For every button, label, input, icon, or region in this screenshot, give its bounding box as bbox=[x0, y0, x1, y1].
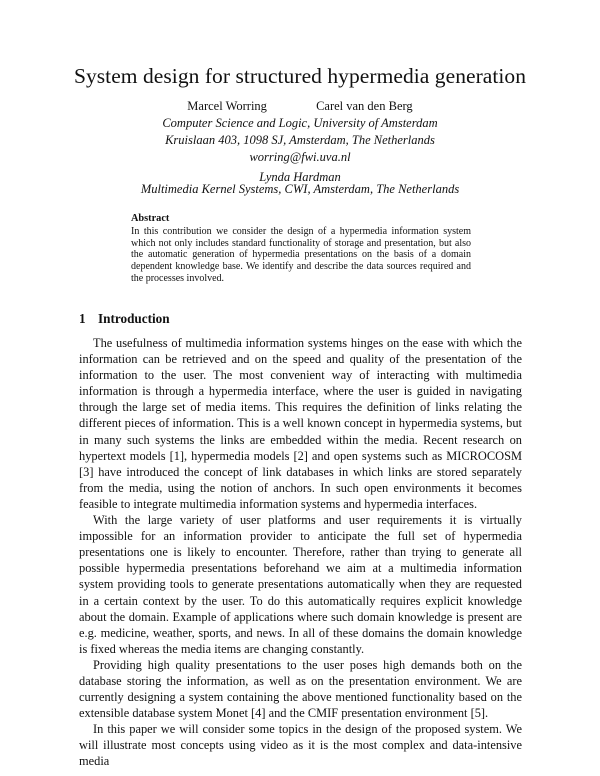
abstract-block bbox=[131, 213, 471, 285]
second-author-name: Lynda Hardman bbox=[259, 170, 341, 184]
section-heading bbox=[79, 311, 170, 327]
abstract-text: In this contribution we consider the design of a hypermedia information system which not only includes standard functionality of storage and presentation, but also the automatic generation of hypermedia presentations on the basis of a domain dependent knowledge base. We identify and describe the data sources required and the processes involved. bbox=[131, 225, 471, 284]
affiliation-address: Kruislaan 403, 1098 SJ, Amsterdam, The Netherlands bbox=[165, 133, 435, 147]
paragraph: With the large variety of user platforms and user requirements it is virtually impossible for an information provider to anticipate the full set of hypermedia presentations one is likely to encounter. Therefore, rather than trying to generate all possible hypermedia presentations beforehand we aim at a multimedia information system providing tools to generate presentations automatically when they are requested in a certain context by the user. To do this automatically requires explicit knowledge about the domain. Example of applications where such domain knowledge is present are e.g. medicine, weather, sports, and news. In all of these domains the domain knowledge is fixed whereas the media items are changing constantly. bbox=[79, 513, 522, 656]
paragraph: In this paper we will consider some topics in the design of the proposed system. We will illustrate most concepts using video as it is the most complex and data-intensive media bbox=[79, 722, 522, 769]
section-title: Introduction bbox=[98, 311, 170, 326]
section-number: 1 bbox=[79, 311, 86, 326]
author-name: Marcel Worring bbox=[187, 99, 267, 113]
abstract-heading: Abstract bbox=[131, 213, 170, 224]
author-email: worring@fwi.uva.nl bbox=[249, 150, 351, 164]
paper-title: System design for structured hypermedia generation bbox=[73, 64, 527, 88]
affiliation-block bbox=[0, 115, 600, 166]
affiliation-line: Computer Science and Logic, University of Amsterdam bbox=[162, 116, 438, 130]
paragraph: The usefulness of multimedia information systems hinges on the ease with which the information can be retrieved and on the speed and quality of the presentation of the information to the user. The most convenient way of interacting with multimedia information is through a hypermedia interface, where the user is guided in navigating through the large set of media items. This requires the definition of links relating the different pieces of information. This is a well known concept in hypermedia systems, but in many such systems the links are embedded within the media. Recent research on hypertext models [1], hypermedia models [2] and open systems such as MICROCOSM [3] have introduced the concept of link databases in which links are stored separately from the media, using the notion of anchors. In such open environments it becomes feasible to integrate multimedia information systems and hypermedia interfaces. bbox=[79, 336, 522, 511]
second-affiliation: Multimedia Kernel Systems, CWI, Amsterdam, The Netherlands bbox=[140, 182, 460, 196]
author-name: Carel van den Berg bbox=[316, 99, 413, 113]
paragraph: Providing high quality presentations to the user poses high demands both on the database storing the information, as well as on the presentation environment. We are currently designing a system containing the above mentioned functionality based on the extensible database system Monet [4] and the CMIF presentation environment [5]. bbox=[79, 657, 522, 721]
body-text bbox=[79, 335, 522, 770]
author-line bbox=[0, 99, 600, 114]
